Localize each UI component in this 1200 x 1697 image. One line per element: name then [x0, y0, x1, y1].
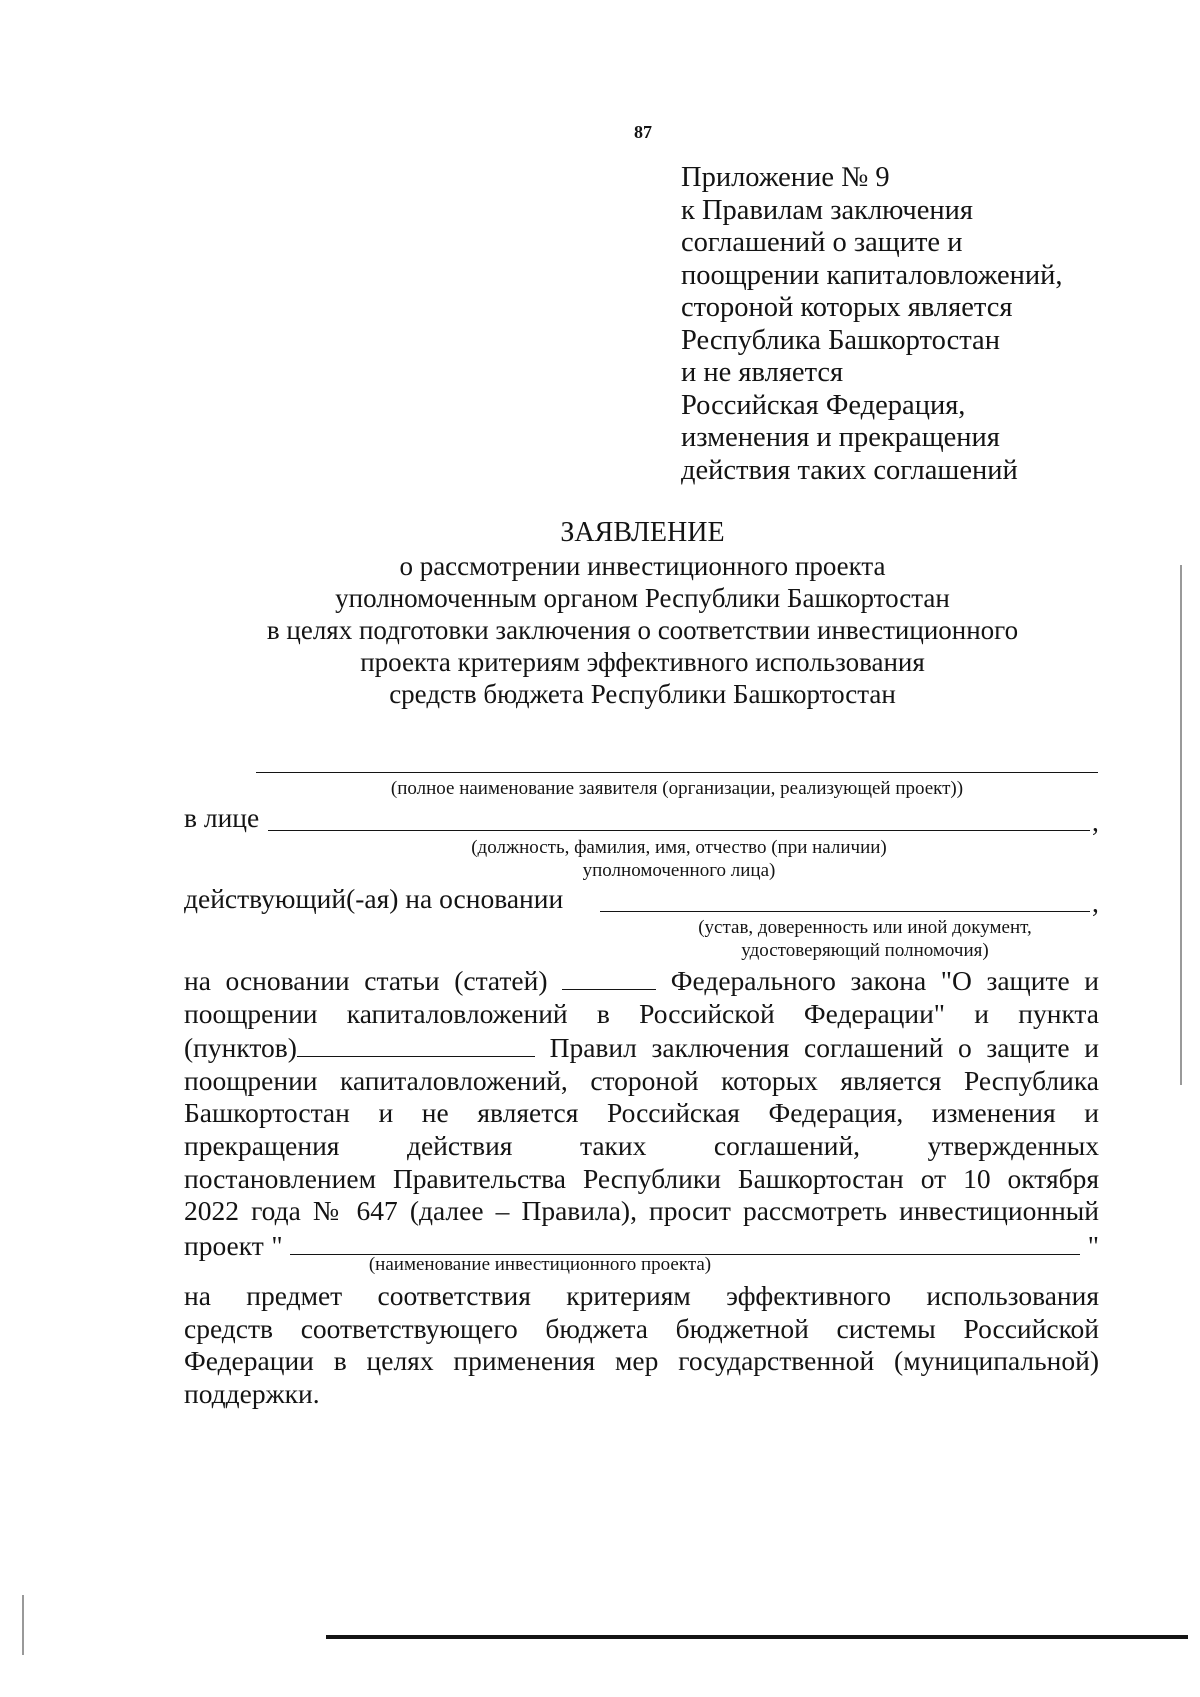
comma: , [1092, 887, 1099, 918]
closing-paragraph [184, 1280, 1099, 1410]
appendix-header [681, 162, 1063, 487]
applicant-caption: (полное наименование заявителя (организации, реализующей проект)) [390, 778, 964, 799]
body-text: Федерального закона "О защите и [670, 965, 1100, 996]
body-line: Башкортостан и не является Российская Федерация, изменения и [184, 1097, 1099, 1129]
request-paragraph [184, 963, 1099, 1262]
body-text: проект " [184, 1229, 283, 1261]
scan-edge-mark [22, 1595, 24, 1655]
represented-by-label: в лице [184, 802, 260, 833]
appendix-line: Приложение № 9 [681, 162, 890, 193]
body-line: поддержки. [184, 1377, 320, 1409]
representative-caption: уполномоченного лица) [582, 860, 776, 881]
statement-heading: ЗАЯВЛЕНИЕ [560, 517, 725, 548]
representative-field[interactable] [268, 830, 1090, 831]
appendix-line: стороной которых является [681, 292, 1013, 323]
footer-rule [326, 1635, 1188, 1639]
project-name-field[interactable] [290, 1228, 1080, 1255]
appendix-line: и не является [681, 357, 844, 388]
body-line: на предмет соответствия критериям эффективного использования [184, 1280, 1099, 1311]
appendix-line: соглашений о защите и [681, 227, 963, 258]
body-line: поощрении капиталовложений, стороной которых является Республика [184, 1064, 1099, 1096]
applicant-name-field[interactable] [256, 772, 1098, 773]
statement-subtitle-line: уполномоченным органом Республики Башкортостан [335, 583, 950, 613]
body-text: " [1087, 1229, 1100, 1261]
basis-caption: удостоверяющий полномочия) [741, 940, 989, 961]
statement-subtitle-line: в целях подготовки заключения о соответствии инвестиционного [266, 615, 1019, 645]
basis-caption: (устав, доверенность или иной документ, [698, 917, 1032, 938]
body-text: (пунктов) [184, 1032, 297, 1064]
representative-caption: (должность, фамилия, имя, отчество (при наличии) [471, 837, 887, 858]
appendix-line: изменения и прекращения [681, 422, 1000, 453]
comma: , [1092, 806, 1099, 837]
project-caption: (наименование инвестиционного проекта) [368, 1254, 712, 1275]
statement-subtitle-line: средств бюджета Республики Башкортостан [389, 679, 896, 709]
statement-subtitle-line: проекта критериям эффективного использования [360, 647, 925, 677]
clause-number-field[interactable] [297, 1030, 535, 1057]
body-line: 2022 года № 647 (далее – Правила), просит рассмотреть инвестиционный [184, 1195, 1099, 1227]
appendix-line: действия таких соглашений [681, 454, 1018, 486]
statement-title [150, 517, 1135, 710]
acting-on-basis-label: действующий(-ая) на основании [184, 883, 564, 914]
body-line: прекращения действия таких соглашений, утвержденных [184, 1129, 1099, 1161]
page-number: 87 [634, 122, 652, 142]
appendix-line: поощрении капиталовложений, [681, 259, 1063, 291]
appendix-line: Республика Башкортостан [681, 324, 1000, 356]
article-number-field[interactable] [562, 963, 656, 990]
body-line: поощрении капиталовложений в Российской Федерации" и пункта [184, 997, 1099, 1029]
body-line: средств соответствующего бюджета бюджетной системы Российской [184, 1312, 1099, 1344]
body-text: Правил заключения соглашений о защите и [549, 1032, 1100, 1064]
basis-document-field[interactable] [600, 911, 1090, 912]
appendix-line: Российская Федерация, [681, 389, 966, 421]
body-line: постановлением Правительства Республики Башкортостан от 10 октября [184, 1162, 1099, 1194]
appendix-line: к Правилам заключения [681, 194, 973, 226]
statement-subtitle-line: о рассмотрении инвестиционного проекта [399, 551, 886, 581]
body-line: Федерации в целях применения мер государственной (муниципальной) [184, 1345, 1099, 1377]
body-text: на основании статьи (статей) [184, 965, 548, 996]
scan-edge-mark [1180, 565, 1182, 1085]
